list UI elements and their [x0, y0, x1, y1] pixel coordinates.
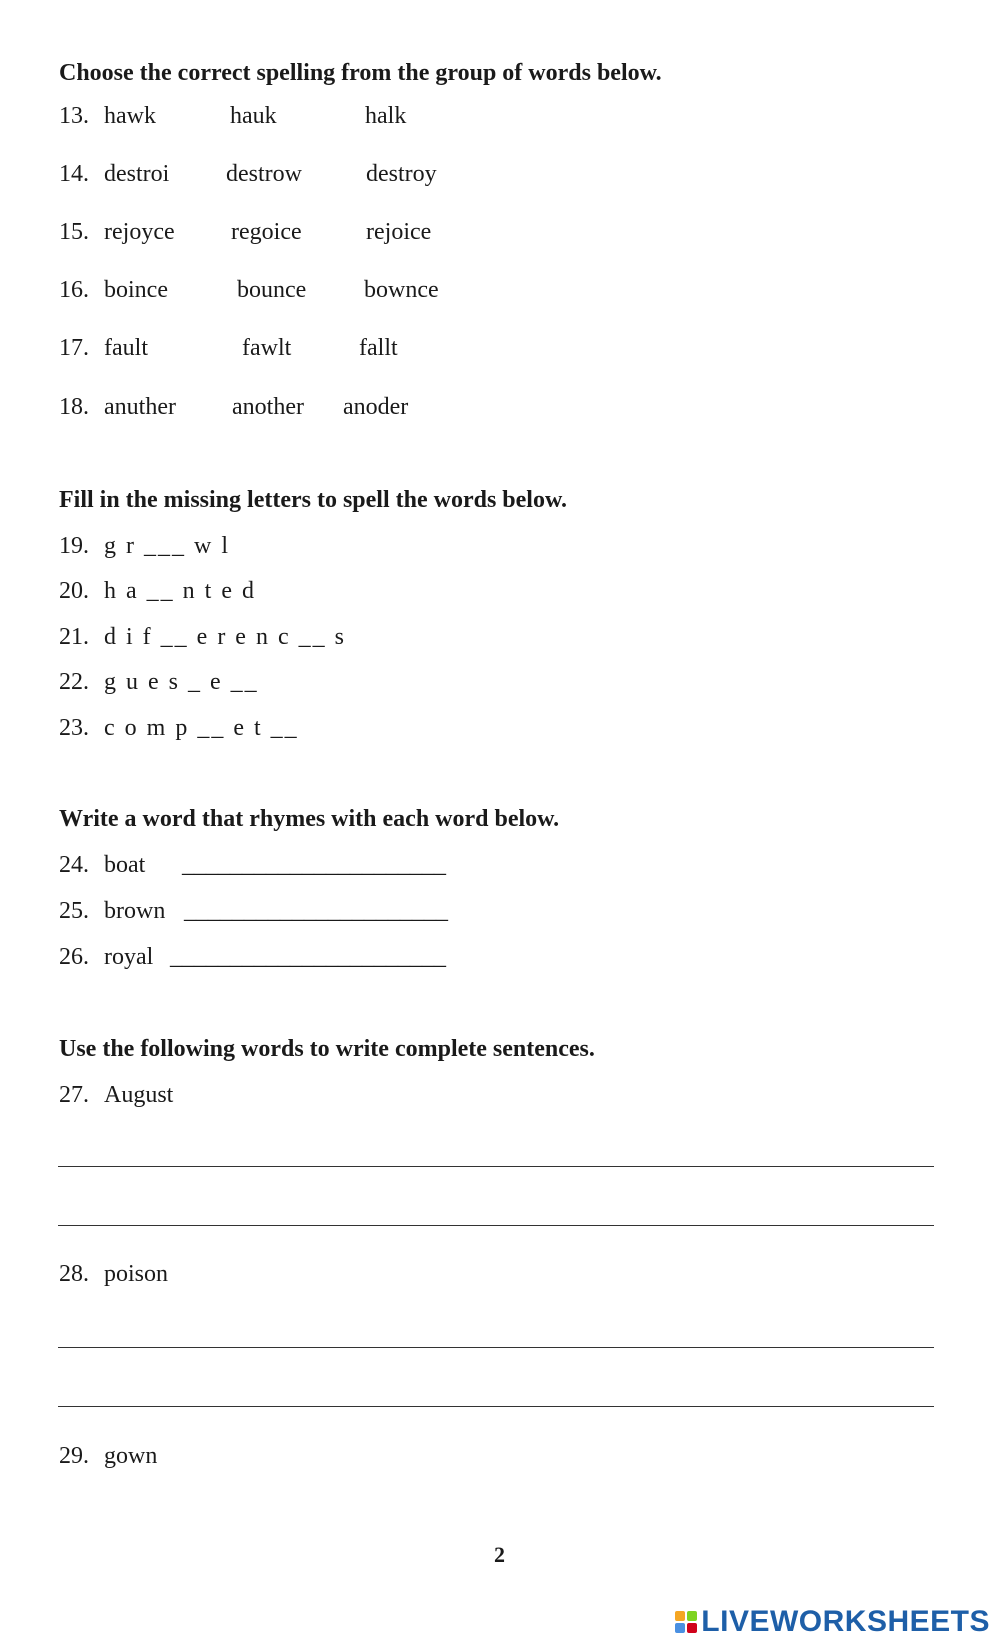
writing-line[interactable]	[58, 1347, 934, 1348]
option-c[interactable]: destroy	[366, 161, 437, 187]
option-c[interactable]: halk	[365, 103, 407, 129]
item-number: 18.	[59, 394, 89, 420]
option-a[interactable]: hawk	[104, 103, 156, 129]
brand-name: LIVEWORKSHEETS	[701, 1605, 990, 1638]
option-c[interactable]: bownce	[364, 277, 439, 303]
option-a[interactable]: boince	[104, 277, 168, 303]
option-b[interactable]: destrow	[226, 161, 302, 187]
writing-line[interactable]	[58, 1406, 934, 1407]
option-b[interactable]: fawlt	[242, 335, 292, 361]
rhyme-word: boat	[104, 852, 146, 878]
item-number: 21.	[59, 624, 89, 650]
item-number: 17.	[59, 335, 89, 361]
section2-heading: Fill in the missing letters to spell the words below.	[59, 487, 567, 513]
sentence-word: August	[104, 1082, 174, 1108]
option-b[interactable]: regoice	[231, 219, 302, 245]
option-b[interactable]: another	[232, 394, 304, 420]
sentence-word: gown	[104, 1443, 158, 1469]
item-number: 15.	[59, 219, 89, 245]
item-number: 27.	[59, 1082, 89, 1108]
writing-line[interactable]	[58, 1225, 934, 1226]
option-a[interactable]: destroi	[104, 161, 170, 187]
item-number: 16.	[59, 277, 89, 303]
item-number: 24.	[59, 852, 89, 878]
option-b[interactable]: hauk	[230, 103, 277, 129]
item-number: 13.	[59, 103, 89, 129]
item-number: 25.	[59, 898, 89, 924]
fill-word[interactable]: g r ___ w l	[104, 533, 230, 559]
liveworksheets-logo-icon	[675, 1611, 697, 1633]
item-number: 23.	[59, 715, 89, 741]
option-c[interactable]: anoder	[343, 394, 409, 420]
page-number: 2	[494, 1542, 505, 1567]
answer-blank[interactable]: _______________________	[170, 944, 446, 970]
section1-heading: Choose the correct spelling from the group of words below.	[59, 60, 662, 86]
fill-word[interactable]: c o m p __ e t __	[104, 715, 299, 741]
option-a[interactable]: rejoyce	[104, 219, 175, 245]
option-a[interactable]: anuther	[104, 394, 176, 420]
item-number: 22.	[59, 669, 89, 695]
writing-line[interactable]	[58, 1166, 934, 1167]
section3-heading: Write a word that rhymes with each word below.	[59, 806, 560, 832]
answer-blank[interactable]: ______________________	[184, 898, 448, 924]
rhyme-word: royal	[104, 944, 154, 970]
item-number: 29.	[59, 1443, 89, 1469]
option-b[interactable]: bounce	[237, 277, 307, 303]
item-number: 14.	[59, 161, 89, 187]
item-number: 28.	[59, 1261, 89, 1287]
item-number: 26.	[59, 944, 89, 970]
section4-heading: Use the following words to write complete sentences.	[59, 1036, 595, 1062]
option-a[interactable]: fault	[104, 335, 148, 361]
option-c[interactable]: fallt	[359, 335, 398, 361]
rhyme-word: brown	[104, 898, 166, 924]
item-number: 20.	[59, 578, 89, 604]
sentence-word: poison	[104, 1261, 169, 1287]
item-number: 19.	[59, 533, 89, 559]
fill-word[interactable]: d i f __ e r e n c __ s	[104, 624, 346, 650]
liveworksheets-logo	[675, 1605, 990, 1639]
answer-blank[interactable]: ______________________	[182, 852, 446, 878]
fill-word[interactable]: g u e s _ e __	[104, 669, 259, 695]
option-c[interactable]: rejoice	[366, 219, 432, 245]
fill-word[interactable]: h a __ n t e d	[104, 578, 256, 604]
